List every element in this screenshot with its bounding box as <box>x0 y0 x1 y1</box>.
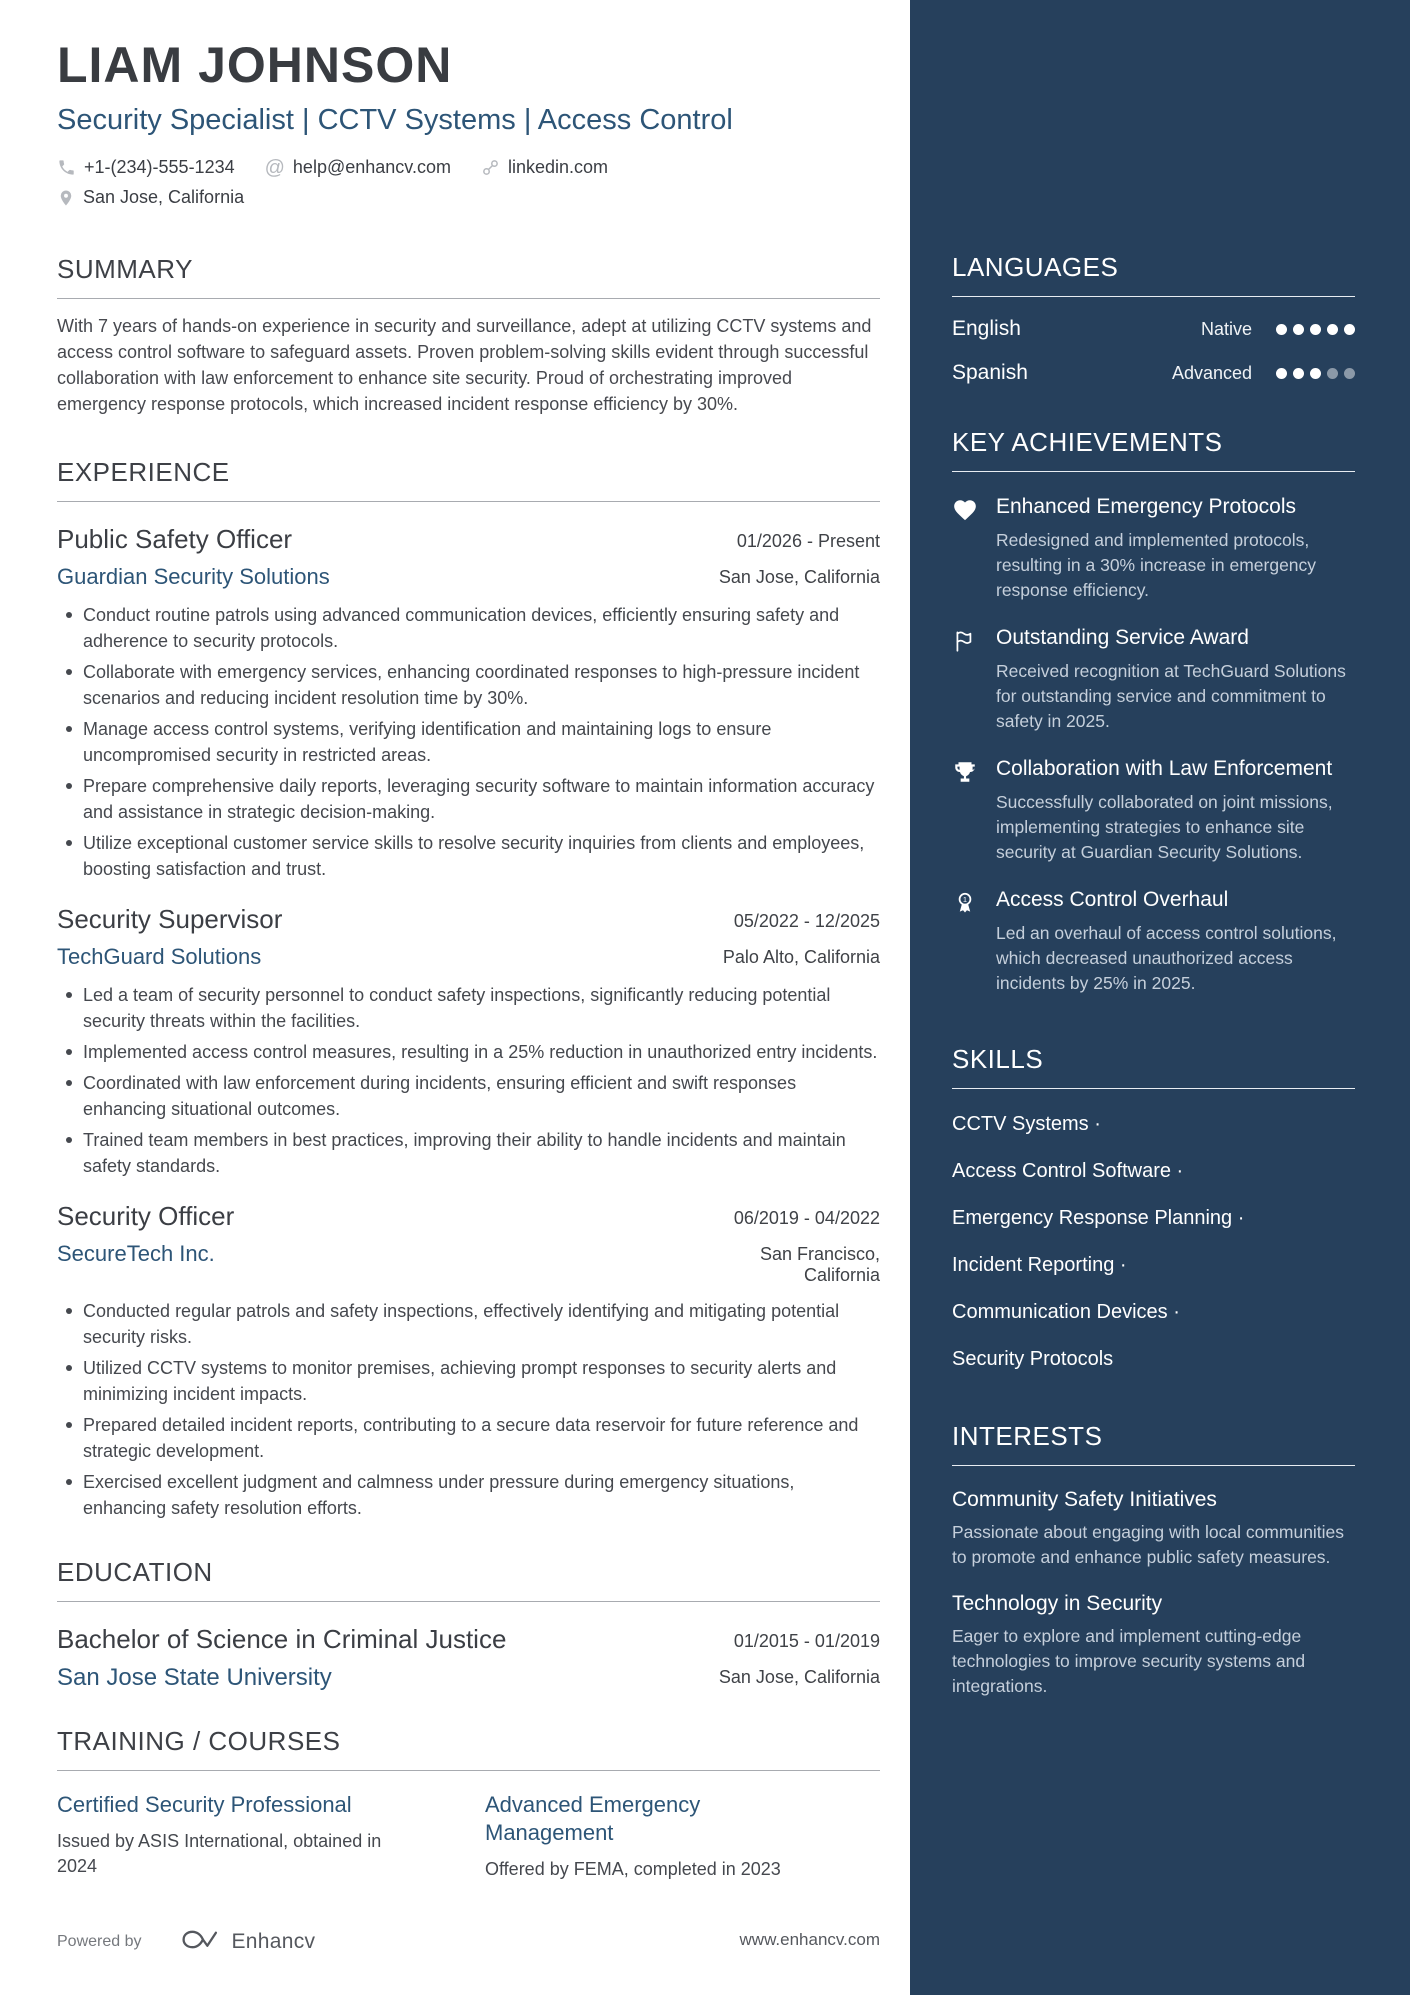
course-desc: Offered by FEMA, completed in 2023 <box>485 1859 781 1879</box>
language-level: Native <box>1200 318 1252 339</box>
course-title: Certified Security Professional <box>57 1792 352 1817</box>
job-bullets <box>57 982 880 1179</box>
achievement-item <box>952 756 1355 865</box>
trophy-icon <box>952 756 996 865</box>
job-title: Security Officer <box>57 1201 235 1231</box>
achievement-body <box>996 625 1355 734</box>
skills-list <box>952 1113 1355 1371</box>
achievement-item <box>952 625 1355 734</box>
skills-heading: SKILLS <box>952 1044 1355 1089</box>
sidebar <box>910 0 1410 1995</box>
job-bullet: Prepare comprehensive daily reports, leveraging security software to maintain information accuracy and assistance in strategic decision-making. <box>57 773 880 825</box>
course-entry <box>57 1791 417 1882</box>
job-entry <box>57 1201 880 1521</box>
course-title: Advanced Emergency Management <box>485 1792 701 1845</box>
summary-heading: SUMMARY <box>57 254 880 299</box>
interest-item <box>952 1488 1355 1570</box>
job-entry <box>57 904 880 1179</box>
job-bullet: Collaborate with emergency services, enhancing coordinated responses to high-pressure incident scenarios and reducing incident resolution time by 30%. <box>57 659 880 711</box>
job-location: San Jose, California <box>718 567 880 587</box>
job-title: Public Safety Officer <box>57 524 293 554</box>
job-company: SecureTech Inc. <box>57 1241 215 1266</box>
achievement-body <box>996 494 1355 603</box>
course-desc: Issued by ASIS International, obtained in 2024 <box>57 1831 382 1876</box>
main-column <box>57 36 880 1882</box>
job-bullet: Conduct routine patrols using advanced communication devices, efficiently ensuring safety and adherence to security protocols. <box>57 602 880 654</box>
language-rating-dots <box>1276 368 1355 379</box>
job-bullet: Utilize exceptional customer service skills to resolve security inquiries from clients and employees, boosting satisfaction and trust. <box>57 830 880 882</box>
job-bullet: Exercised excellent judgment and calmness under pressure during emergency situations, enhancing safety resolution efforts. <box>57 1469 880 1521</box>
language-level: Advanced <box>1171 362 1252 383</box>
education-degree: Bachelor of Science in Criminal Justice <box>57 1624 507 1654</box>
education-entry <box>57 1624 880 1692</box>
course-entry <box>485 1791 807 1882</box>
summary-text: With 7 years of hands-on experience in security and surveillance, adept at utilizing CCTV systems and access control software to safeguard assets. Proven problem-solving skills evident through successful collaboration with law enforcement to enhance site security. Proud of orchestrating improved emergency response protocols, which increased incident response efficiency by 30%. <box>57 316 872 414</box>
location-row <box>57 187 880 208</box>
enhancv-brand-text[interactable]: Enhancv <box>231 1930 316 1953</box>
job-bullet: Utilized CCTV systems to monitor premises, achieving prompt responses to security alerts and minimizing incident impacts. <box>57 1355 880 1407</box>
job-dates: 06/2019 - 04/2022 <box>733 1208 880 1228</box>
location-text: San Jose, California <box>83 187 245 207</box>
interest-desc: Passionate about engaging with local communities to promote and enhance public safety measures. <box>952 1522 1345 1567</box>
courses-row <box>57 1791 880 1882</box>
interest-title: Community Safety Initiatives <box>952 1488 1217 1511</box>
skill-item: CCTV Systems · <box>952 1113 1355 1136</box>
email-contact[interactable] <box>265 157 451 178</box>
achievement-desc: Received recognition at TechGuard Solutions for outstanding service and commitment to safety in 2025. <box>996 661 1346 731</box>
achievement-desc: Redesigned and implemented protocols, resulting in a 30% increase in emergency response efficiency. <box>996 530 1317 600</box>
flag-icon <box>952 625 996 734</box>
job-location: Palo Alto, California <box>722 947 880 967</box>
skill-item: Security Protocols <box>952 1348 1114 1370</box>
achievement-body <box>996 756 1355 865</box>
email-icon: @ <box>264 156 285 179</box>
person-title: Security Specialist | CCTV Systems | Access Control <box>57 104 733 136</box>
achievements-heading: KEY ACHIEVEMENTS <box>952 427 1355 472</box>
achievement-title: Outstanding Service Award <box>996 626 1249 649</box>
language-row <box>952 361 1355 385</box>
job-bullet: Trained team members in best practices, improving their ability to handle incidents and maintain safety standards. <box>57 1127 880 1179</box>
phone-number: +1-(234)-555-1234 <box>84 157 235 177</box>
job-bullets <box>57 1298 880 1521</box>
job-dates: 01/2026 - Present <box>736 531 880 551</box>
job-bullets <box>57 602 880 882</box>
skill-item: Communication Devices · <box>952 1301 1355 1324</box>
experience-heading: EXPERIENCE <box>57 457 880 502</box>
skill-item: Access Control Software · <box>952 1160 1355 1183</box>
job-bullet: Manage access control systems, verifying identification and maintaining logs to ensure uncompromised security in restricted areas. <box>57 716 880 768</box>
enhancv-logo-icon <box>178 1926 222 1958</box>
achievement-title: Collaboration with Law Enforcement <box>996 757 1333 780</box>
job-location: San Francisco, California <box>759 1244 880 1285</box>
job-bullet: Coordinated with law enforcement during incidents, ensuring efficient and swift responses enhancing situational outcomes. <box>57 1070 880 1122</box>
link-contact[interactable] <box>481 157 608 178</box>
contact-row <box>57 157 880 178</box>
language-name: English <box>952 317 1021 340</box>
medal-icon <box>952 887 996 996</box>
interest-desc: Eager to explore and implement cutting-edge technologies to improve security systems and integrations. <box>952 1626 1306 1696</box>
job-company: Guardian Security Solutions <box>57 564 330 589</box>
link-text: linkedin.com <box>507 157 608 177</box>
phone-contact[interactable] <box>57 157 235 178</box>
achievement-desc: Successfully collaborated on joint missions, implementing strategies to enhance site security at Guardian Security Solutions. <box>996 792 1333 862</box>
education-location: San Jose, California <box>718 1667 880 1687</box>
location-item <box>57 187 244 208</box>
training-heading: TRAINING / COURSES <box>57 1726 880 1771</box>
interest-item <box>952 1592 1355 1699</box>
job-title: Security Supervisor <box>57 904 283 934</box>
svg-text:1: 1 <box>962 894 968 904</box>
interest-title: Technology in Security <box>952 1592 1163 1615</box>
language-row <box>952 317 1355 341</box>
interests-heading: INTERESTS <box>952 1421 1355 1466</box>
achievement-item <box>952 494 1355 603</box>
job-bullet: Conducted regular patrols and safety inspections, effectively identifying and mitigating potential security risks. <box>57 1298 880 1350</box>
job-company: TechGuard Solutions <box>57 944 262 969</box>
education-heading: EDUCATION <box>57 1557 880 1602</box>
achievement-body <box>996 887 1355 996</box>
skill-item: Incident Reporting · <box>952 1254 1355 1277</box>
achievement-item <box>952 887 1355 996</box>
language-rating-dots <box>1276 324 1355 335</box>
location-pin-icon <box>57 189 75 207</box>
skill-item: Emergency Response Planning · <box>952 1207 1355 1230</box>
powered-by-label: Powered by <box>57 1933 142 1950</box>
email-address: help@enhancv.com <box>292 157 451 177</box>
enhancv-site-link[interactable]: www.enhancv.com <box>739 1930 880 1949</box>
phone-icon <box>57 158 76 177</box>
footer <box>57 1922 880 1962</box>
person-name: LIAM JOHNSON <box>57 37 453 93</box>
job-bullet: Implemented access control measures, resulting in a 25% reduction in unauthorized entry incidents. <box>57 1039 880 1065</box>
achievement-desc: Led an overhaul of access control solutions, which decreased unauthorized access incidents by 25% in 2025. <box>996 923 1337 993</box>
job-dates: 05/2022 - 12/2025 <box>733 911 880 931</box>
achievement-title: Access Control Overhaul <box>996 888 1229 911</box>
language-name: Spanish <box>952 361 1028 384</box>
education-dates: 01/2015 - 01/2019 <box>733 1631 880 1651</box>
languages-heading: LANGUAGES <box>952 252 1355 297</box>
achievement-title: Enhanced Emergency Protocols <box>996 495 1296 518</box>
heart-icon <box>952 494 996 603</box>
job-bullet: Prepared detailed incident reports, contributing to a secure data reservoir for future reference and strategic development. <box>57 1412 880 1464</box>
job-bullet: Led a team of security personnel to conduct safety inspections, significantly reducing potential security threats within the facilities. <box>57 982 880 1034</box>
link-icon <box>481 158 500 177</box>
education-school: San Jose State University <box>57 1664 332 1691</box>
job-entry <box>57 524 880 882</box>
